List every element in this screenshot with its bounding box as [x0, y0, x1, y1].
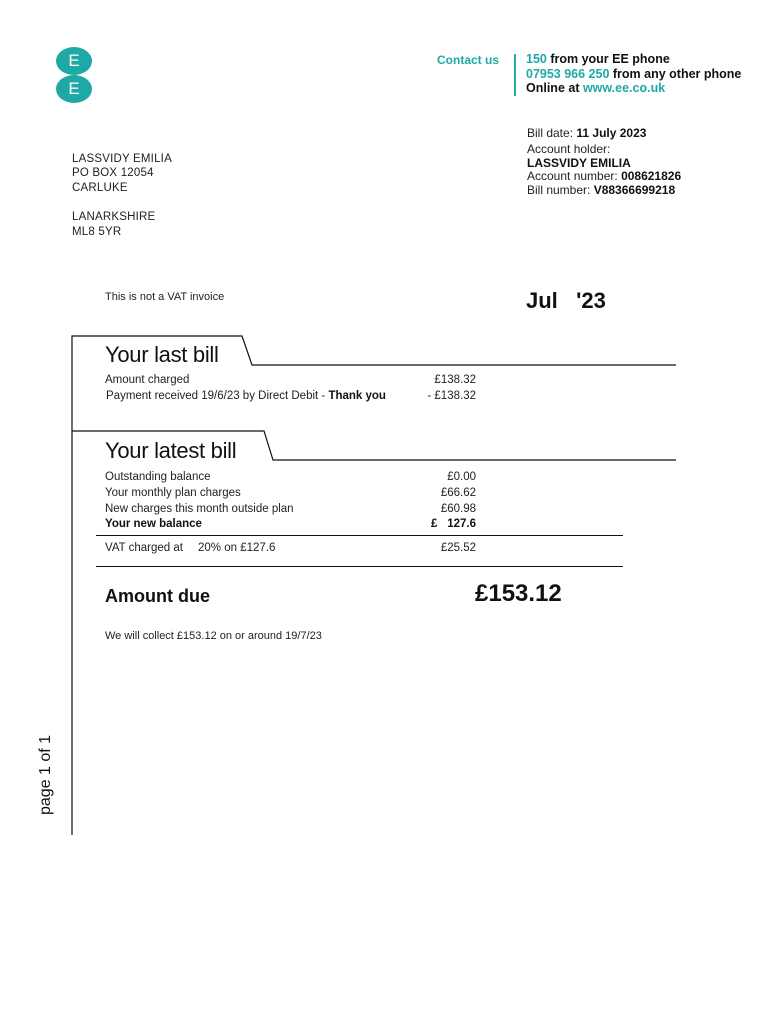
ee-phone-text: from your EE phone	[546, 52, 670, 66]
logo-bottom-dot: E	[56, 75, 92, 103]
address-line: LASSVIDY EMILIA	[72, 153, 172, 165]
vat-note: This is not a VAT invoice	[105, 291, 225, 303]
vat-charged-value: £25.52	[440, 542, 476, 554]
outside-plan-label: New charges this month outside plan	[105, 503, 294, 515]
new-balance-label: Your new balance	[105, 518, 202, 530]
outside-plan-value: £60.98	[440, 503, 476, 515]
last-bill-title: Your last bill	[105, 342, 219, 367]
website-link[interactable]: www.ee.co.uk	[582, 81, 666, 95]
bill-year: '23	[576, 288, 606, 313]
payment-received-label: Payment received 19/6/23 by Direct Debit -	[106, 390, 329, 402]
payment-received-value: - £138.32	[427, 390, 476, 402]
bill-number-value: V88366699218	[593, 183, 676, 197]
monthly-plan-value: £66.62	[440, 487, 476, 499]
amount-due-label: Amount due	[105, 586, 210, 606]
address-line: ML8 5YR	[72, 226, 122, 238]
address-line: PO BOX 12054	[72, 167, 154, 179]
address-line: LANARKSHIRE	[72, 211, 156, 223]
account-number-label: Account number:	[527, 169, 618, 183]
bill-date-value: 11 July 2023	[576, 126, 647, 140]
logo-top-dot: E	[56, 47, 92, 75]
latest-bill-title: Your latest bill	[105, 438, 237, 463]
vat-charged-detail: 20% on £127.6	[198, 542, 276, 554]
payment-received	[106, 390, 386, 402]
bill-month: Jul	[526, 288, 558, 313]
account-number-value: 008621826	[621, 169, 682, 183]
new-balance-currency: £	[431, 518, 438, 530]
bill-date-label: Bill date:	[527, 126, 574, 140]
other-phone-number[interactable]: 07953 966 250	[526, 67, 610, 81]
amount-due-value: £153.12	[475, 580, 562, 607]
other-phone-text: from any other phone	[609, 67, 742, 81]
payment-thanks: Thank you	[328, 390, 386, 402]
vat-charged-label: VAT charged at	[105, 542, 183, 554]
address-line: CARLUKE	[72, 182, 128, 194]
new-balance-value: 127.6	[447, 518, 476, 530]
page-indicator: page 1 of 1	[37, 734, 54, 815]
bill-number-label: Bill number:	[527, 183, 591, 197]
divider	[96, 566, 623, 567]
online-text: Online at	[526, 81, 583, 95]
ee-short-number[interactable]: 150	[526, 52, 547, 66]
outstanding-balance-value: £0.00	[447, 471, 476, 483]
divider	[96, 535, 623, 536]
collect-note: We will collect £153.12 on or around 19/7/23	[105, 630, 322, 642]
contact-us-label: Contact us	[437, 53, 500, 67]
outstanding-balance-label: Outstanding balance	[105, 471, 211, 483]
amount-charged-label: Amount charged	[105, 374, 190, 386]
account-holder-label: Account holder:	[527, 142, 611, 156]
monthly-plan-label: Your monthly plan charges	[105, 487, 241, 499]
amount-charged-value: £138.32	[434, 374, 476, 386]
account-holder-value: LASSVIDY EMILIA	[527, 156, 631, 170]
